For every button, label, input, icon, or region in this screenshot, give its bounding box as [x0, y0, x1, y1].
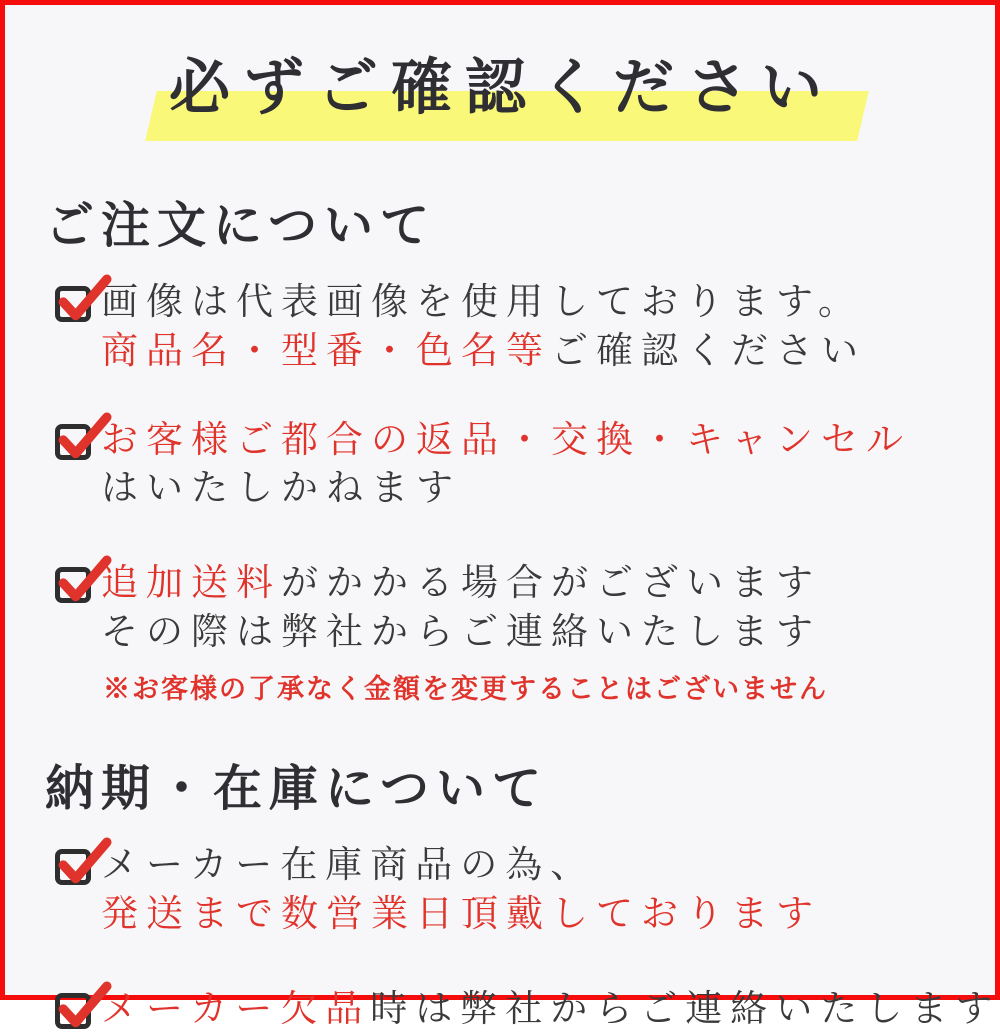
list-item-returns [55, 417, 955, 515]
text-segment: メーカー欠品 [101, 988, 371, 1030]
section-heading-delivery-stock: 納期・在庫について [45, 760, 549, 816]
item-text-line [101, 842, 821, 891]
text-segment: 時は弊社からご連絡いたします [370, 988, 1000, 1030]
text-segment: その際は弊社からご連絡いたします [101, 612, 821, 654]
checkmark-icon [57, 274, 111, 328]
list-item-extra-shipping [55, 560, 955, 706]
page-title-wrap [49, 39, 955, 147]
checkmark-icon [57, 412, 111, 466]
item-text-line [101, 279, 866, 328]
checkmark-icon [57, 981, 111, 1035]
item-text-line [101, 417, 911, 466]
checkmark-icon [57, 837, 111, 891]
item-text-line [101, 609, 828, 658]
checkbox-icon [55, 993, 91, 1029]
item-text-line [101, 986, 1000, 1035]
text-segment: はいたしかねます [101, 468, 461, 510]
page-title: 必ずご確認ください [168, 55, 835, 122]
item-text-line [101, 465, 911, 514]
list-item-maker-stock [55, 842, 955, 940]
section-heading-orders: ご注文について [45, 198, 437, 253]
text-segment: メーカー在庫商品の為、 [101, 844, 596, 886]
text-segment: 発送まで数営業日頂戴しております [101, 893, 821, 935]
text-segment: ご確認ください [551, 330, 866, 372]
text-segment: 追加送料 [101, 563, 281, 605]
checkmark-icon [57, 555, 111, 609]
list-item-maker-shortage [55, 986, 1000, 1035]
checkbox-icon [55, 424, 91, 460]
text-segment: 画像は代表画像を使用しております。 [101, 282, 864, 323]
item-text-line [101, 891, 821, 940]
item-text-line [101, 560, 828, 609]
checkbox-icon [55, 286, 91, 322]
list-item-representative-image [55, 279, 955, 377]
item-text-line [101, 328, 866, 377]
checkbox-icon [55, 567, 91, 603]
checkbox-icon [55, 849, 91, 885]
item-footnote: ※お客様の了承なく金額を変更することはございません [103, 673, 828, 704]
text-segment: がかかる場合がございます [281, 563, 821, 605]
text-segment: 商品名・型番・色名等 [101, 330, 551, 372]
text-segment: お客様ご都合の返品・交換・キャンセル [101, 419, 911, 461]
